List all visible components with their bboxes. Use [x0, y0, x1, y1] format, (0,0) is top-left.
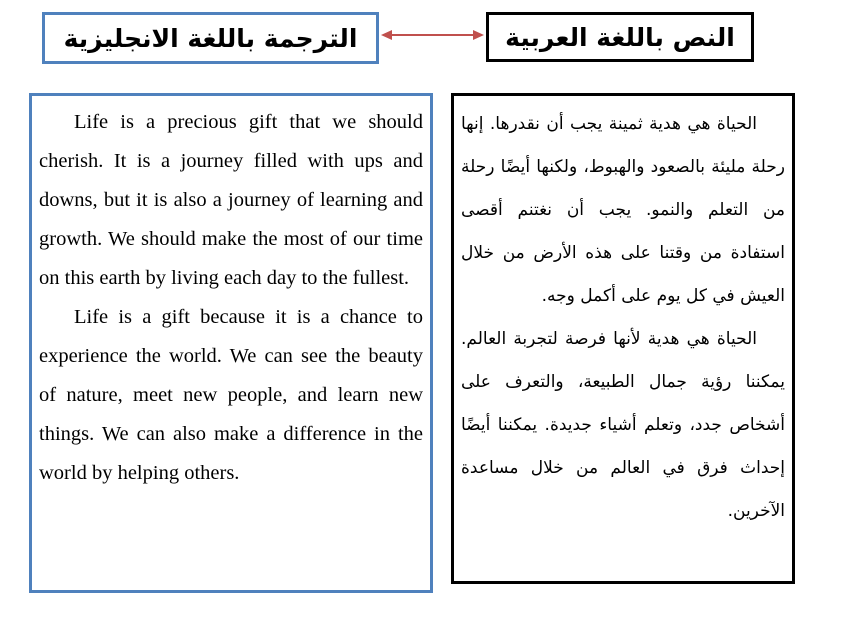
english-translation-header: [42, 12, 379, 64]
double-headed-arrow-icon: [381, 27, 484, 43]
arabic-text-header: [486, 12, 754, 62]
english-translation-header-label: الترجمة باللغة الانجليزية: [63, 23, 358, 53]
arabic-text-box: [451, 93, 795, 584]
english-paragraph-2: Life is a gift because it is a chance to experience the world. We can see the beauty of nature, meet new people, and learn new things. We can also make a difference in the world by helping others.: [39, 306, 423, 484]
english-text-box: [29, 93, 433, 593]
arabic-text-header-label: النص باللغة العربية: [505, 22, 735, 52]
english-paragraph-1: Life is a precious gift that we should cherish. It is a journey filled with ups and downs, but it is also a journey of learning and growth. We should make the most of our time on this earth by living each day to the fullest.: [39, 111, 423, 289]
arabic-paragraph-1: الحياة هي هدية ثمينة يجب أن نقدرها. إنها رحلة مليئة بالصعود والهبوط، ولكنها أيضًا رحلة من التعلم والنمو. يجب أن نغتنم أقصى استفادة من وقتنا على هذه الأرض من خلال العيش في كل يوم على أكمل وجه.: [461, 114, 785, 306]
arabic-paragraph-2: الحياة هي هدية لأنها فرصة لتجربة العالم. يمكننا رؤية جمال الطبيعة، والتعرف على أشخاص جدد، وتعلم أشياء جديدة. يمكننا أيضًا إحداث فرق في العالم من خلال مساعدة الآخرين.: [461, 329, 785, 521]
